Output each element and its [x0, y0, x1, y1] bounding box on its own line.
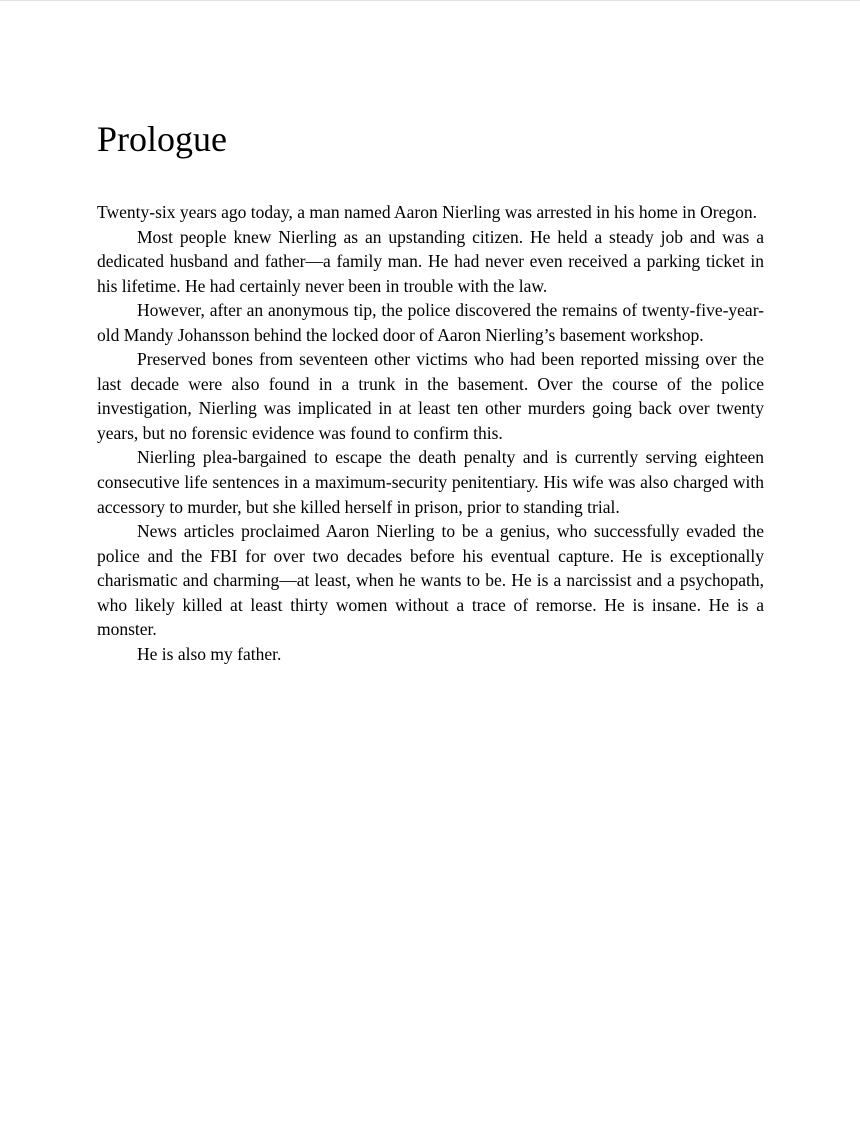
- paragraph: He is also my father.: [137, 643, 282, 664]
- paragraph: Most people knew Nierling as an upstanding citizen. He held a steady job and was a dedicated husband and father—a family man. He had never even received a parking ticket in his lifetime. He had certainly never been in trouble with the law.: [97, 226, 764, 296]
- chapter-title: Prologue: [97, 119, 227, 159]
- paragraph: Preserved bones from seventeen other victims who had been reported missing over the last decade were also found in a trunk in the basement. Over the course of the police investigation, Nierling was implicated in at least ten other murders going back over twenty years, but no forensic evidence was found to confirm this.: [97, 349, 764, 443]
- paragraph: However, after an anonymous tip, the police discovered the remains of twenty-five-year-old Mandy Johansson behind the locked door of Aaron Nierling’s basement workshop.: [97, 300, 764, 345]
- chapter-body: [97, 200, 764, 666]
- paragraph: Nierling plea-bargained to escape the death penalty and is currently serving eighteen consecutive life sentences in a maximum-security penitentiary. His wife was also charged with accessory to murder, but she killed herself in prison, prior to standing trial.: [97, 447, 764, 517]
- paragraph: Twenty-six years ago today, a man named Aaron Nierling was arrested in his home in Oregon.: [97, 202, 758, 222]
- paragraph: News articles proclaimed Aaron Nierling to be a genius, who successfully evaded the police and the FBI for over two decades before his eventual capture. He is exceptionally charismatic and charming—at least, when he wants to be. He is a narcissist and a psychopath, who likely killed at least thirty women without a trace of remorse. He is insane. He is a monster.: [97, 521, 764, 640]
